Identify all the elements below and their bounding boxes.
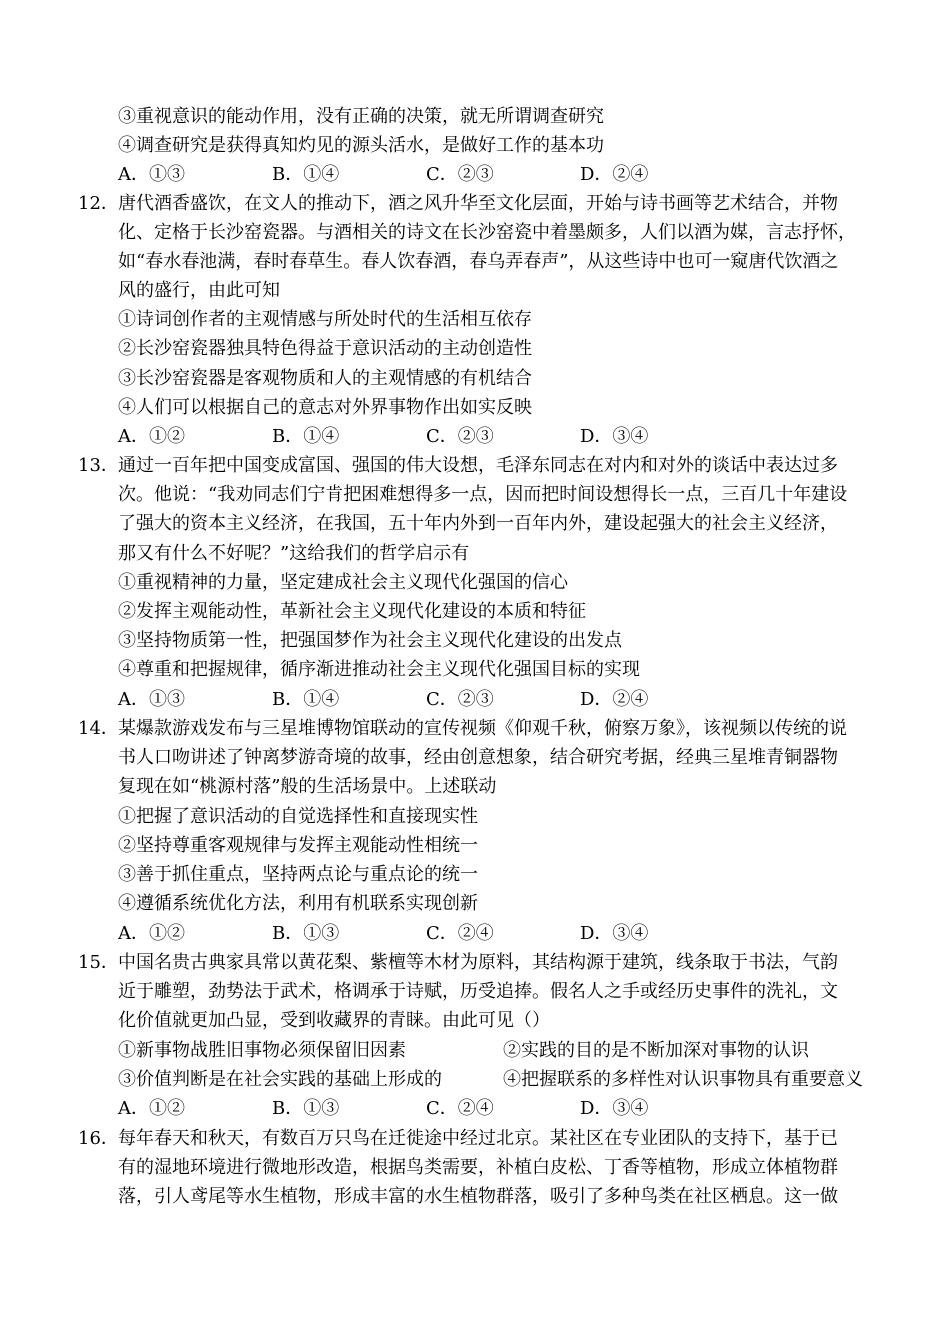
statement-2: ②发挥主观能动性，革新社会主义现代化建设的本质和特征: [118, 601, 586, 622]
question-14-stem-line: 某爆款游戏发布与三星堆博物馆联动的宣传视频《仰观千秋，俯察万象》，该视频以传统的说: [118, 718, 847, 739]
question-14-stem-line: 复现在如“桃源村落”般的生活场景中。上述联动: [118, 776, 497, 797]
option-a: A．①②: [118, 426, 185, 447]
question-15-stem-line: 化价值就更加凸显，受到收藏界的青睐。由此可见（）: [118, 1010, 550, 1031]
option-d: D．③④: [580, 1098, 649, 1119]
question-16-number: 16．: [78, 1128, 119, 1149]
option-b: B．①③: [272, 1098, 340, 1119]
option-b: B．①③: [272, 923, 340, 944]
option-b: B．①④: [272, 426, 340, 447]
question-14-number: 14．: [78, 718, 119, 739]
statement-2: ②实践的目的是不断加深对事物的认识: [503, 1040, 809, 1061]
question-15-stem-line: 近于雕塑，劲势法于武术，格调承于诗赋，历受追捧。假名人之手或经历史事件的洗礼，文: [118, 981, 838, 1002]
question-16-stem-line: 有的湿地环境进行微地形改造，根据鸟类需要，补植白皮松、丁香等植物，形成立体植物群: [118, 1157, 838, 1178]
statement-3: ③坚持物质第一性，把强国梦作为社会主义现代化建设的出发点: [118, 630, 622, 651]
statement-3: ③长沙窑瓷器是客观物质和人的主观情感的有机结合: [118, 368, 532, 389]
option-d: D．②④: [580, 689, 649, 710]
statement-1: ①把握了意识活动的自觉选择性和直接现实性: [118, 806, 478, 827]
option-c: C．②③: [426, 164, 494, 185]
statement-3: ③重视意识的能动作用，没有正确的决策，就无所谓调查研究: [118, 106, 604, 127]
question-12-stem-line: 化、定格于长沙窑瓷器。与酒相关的诗文在长沙窑瓷中着墨颇多，人们以酒为媒，言志抒怀，: [118, 222, 856, 243]
question-12-stem-line: 如“春水春池满，春时春草生。春人饮春酒，春乌弄春声”，从这些诗中也可一窥唐代饮酒之: [118, 251, 839, 272]
statement-4: ④尊重和把握规律，循序渐进推动社会主义现代化强国目标的实现: [118, 659, 640, 680]
question-12-stem-line: 风的盛行，由此可知: [118, 280, 280, 301]
statement-1: ①重视精神的力量，坚定建成社会主义现代化强国的信心: [118, 572, 568, 593]
statement-1: ①新事物战胜旧事物必须保留旧因素: [118, 1040, 406, 1061]
option-a: A．①②: [118, 923, 185, 944]
statement-3: ③善于抓住重点，坚持两点论与重点论的统一: [118, 864, 478, 885]
statement-2: ②长沙窑瓷器独具特色得益于意识活动的主动创造性: [118, 338, 532, 359]
question-16-stem-line: 每年春天和秋天，有数百万只鸟在迁徙途中经过北京。某社区在专业团队的支持下，基于已: [118, 1128, 838, 1149]
question-13-stem-line: 那又有什么不好呢？”这给我们的哲学启示有: [118, 543, 470, 564]
option-c: C．②③: [426, 689, 494, 710]
question-13-stem-line: 了强大的资本主义经济，在我国，五十年内外到一百年内外，建设起强大的社会主义经济，: [118, 513, 838, 534]
question-14-stem-line: 书人口吻讲述了钟离梦游奇境的故事，经由创意想象，结合研究考据，经典三星堆青铜器物: [118, 747, 838, 768]
option-d: D．②④: [580, 164, 649, 185]
statement-2: ②坚持尊重客观规律与发挥主观能动性相统一: [118, 835, 478, 856]
option-d: D．③④: [580, 426, 649, 447]
question-16-stem-line: 落，引人鸢尾等水生植物，形成丰富的水生植物群落，吸引了多种鸟类在社区栖息。这一做: [118, 1186, 838, 1207]
option-c: C．②④: [426, 1098, 494, 1119]
statement-4: ④调查研究是获得真知灼见的源头活水，是做好工作的基本功: [118, 135, 604, 156]
option-a: A．①③: [118, 164, 185, 185]
option-b: B．①④: [272, 164, 340, 185]
statement-4: ④把握联系的多样性对认识事物具有重要意义: [503, 1069, 863, 1090]
option-c: C．②④: [426, 923, 494, 944]
statement-1: ①诗词创作者的主观情感与所处时代的生活相互依存: [118, 309, 532, 330]
option-d: D．③④: [580, 923, 649, 944]
question-13-number: 13．: [78, 455, 119, 476]
question-15-stem-line: 中国名贵古典家具常以黄花梨、紫檀等木材为原料，其结构源于建筑，线条取于书法，气韵: [118, 952, 838, 973]
option-a: A．①③: [118, 689, 185, 710]
question-12-stem-line: 唐代酒香盛饮，在文人的推动下，酒之风升华至文化层面，开始与诗书画等艺术结合，并物: [118, 193, 838, 214]
option-a: A．①②: [118, 1098, 185, 1119]
question-15-number: 15．: [78, 952, 119, 973]
question-12-number: 12．: [78, 193, 119, 214]
question-13-stem-line: 通过一百年把中国变成富国、强国的伟大设想，毛泽东同志在对内和对外的谈话中表达过多: [118, 455, 838, 476]
option-b: B．①④: [272, 689, 340, 710]
statement-3: ③价值判断是在社会实践的基础上形成的: [118, 1069, 442, 1090]
option-c: C．②③: [426, 426, 494, 447]
statement-4: ④人们可以根据自己的意志对外界事物作出如实反映: [118, 397, 532, 418]
question-13-stem-line: 次。他说：“我劝同志们宁肯把困难想得多一点，因而把时间设想得长一点，三百几十年建设: [118, 484, 848, 505]
statement-4: ④遵循系统优化方法，利用有机联系实现创新: [118, 893, 478, 914]
